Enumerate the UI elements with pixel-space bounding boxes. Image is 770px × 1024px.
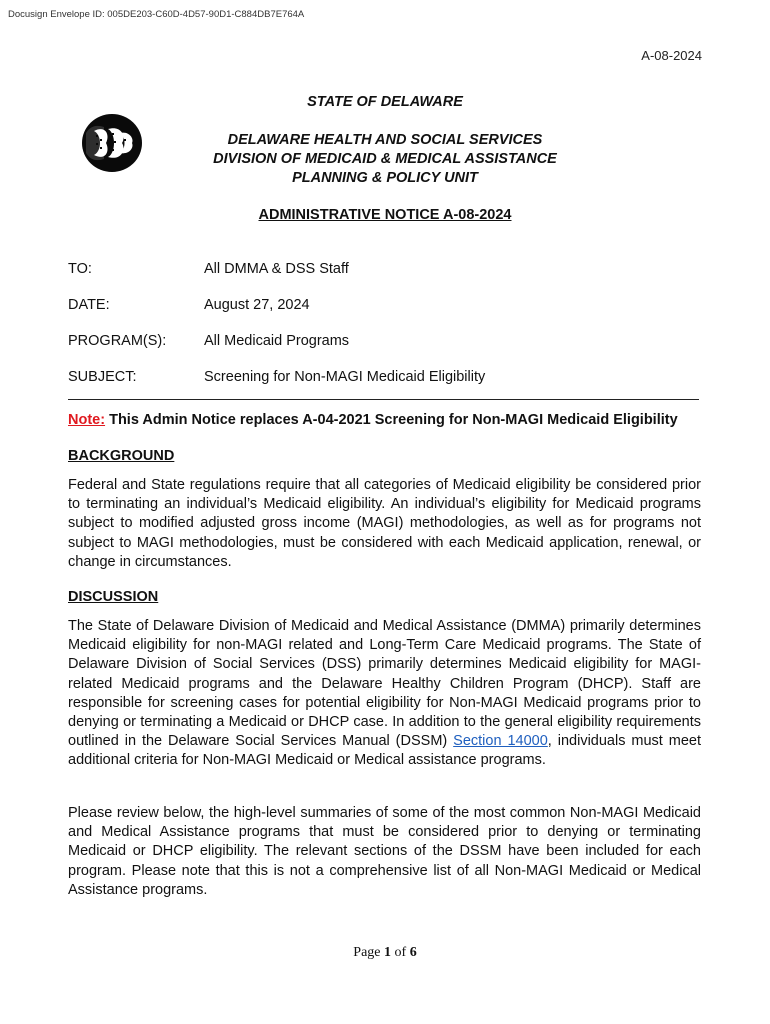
page-prefix: Page xyxy=(353,945,385,960)
header-divider xyxy=(68,399,699,400)
background-heading: BACKGROUND xyxy=(68,448,175,464)
notice-title: ADMINISTRATIVE NOTICE A-08-2024 xyxy=(258,207,512,223)
discussion-text-after-link: , individuals must meet additional criteria for Non-MAGI Medicaid or Medical assistance programs. xyxy=(68,733,701,769)
date-value: August 27, 2024 xyxy=(204,297,310,313)
replacement-note xyxy=(68,412,678,428)
discussion-heading: DISCUSSION xyxy=(68,589,159,605)
subject-value: Screening for Non-MAGI Medicaid Eligibility xyxy=(204,369,486,385)
unit-heading: PLANNING & POLICY UNIT xyxy=(292,170,478,186)
to-label: TO: xyxy=(68,261,92,277)
to-value: All DMMA & DSS Staff xyxy=(204,261,349,277)
background-paragraph: Federal and State regulations require that all categories of Medicaid eligibility be considered prior to terminating an individual’s Medicaid eligibility. An individual’s eligibility for Medicaid programs subject to modified adjusted gross income (MAGI) methodologies, as well as for programs not subject to MAGI methodologies, must be considered with each Medicaid application, renewal, or change in circumstances. xyxy=(68,477,701,570)
page-number xyxy=(0,945,770,961)
section-14000-link[interactable]: Section 14000 xyxy=(453,733,548,750)
discussion-text-before-link: The State of Delaware Division of Medicaid and Medical Assistance (DMMA) primarily determines Medicaid eligibility for non-MAGI related and Long-Term Care Medicaid programs. The State of Delaware Division of Social Services (DSS) primarily determines Medicaid eligibility for MAGI-related Medicaid programs and the Delaware Healthy Children Program (DHCP). Staff are responsible for screening cases for potential eligibility for Non-MAGI Medicaid programs prior to denying or terminating a Medicaid or DHCP case. In addition to the general eligibility requirements outlined in the Delaware Social Services Manual (DSSM) xyxy=(68,618,701,750)
division-heading: DIVISION OF MEDICAID & MEDICAL ASSISTANCE xyxy=(213,151,557,167)
docusign-envelope-id: Docusign Envelope ID: 005DE203-C60D-4D57-90D1-C884DB7E764A xyxy=(8,9,305,20)
page-current: 1 xyxy=(384,945,392,960)
note-label: Note: xyxy=(68,412,106,428)
programs-label: PROGRAM(S): xyxy=(68,333,167,349)
programs-value: All Medicaid Programs xyxy=(204,333,350,349)
date-label: DATE: xyxy=(68,297,110,313)
department-heading: DELAWARE HEALTH AND SOCIAL SERVICES xyxy=(227,132,543,148)
discussion-paragraph-2: Please review below, the high-level summaries of some of the most common Non-MAGI Medicaid and Medical Assistance programs that must be considered prior to denying or terminating Medicaid or DHCP eligibility. The relevant sections of the DSSM have been included for each program. Please note that this is not a comprehensive list of all Non-MAGI Medicaid or Medical Assistance programs. xyxy=(68,805,701,898)
note-text: This Admin Notice replaces A-04-2021 Screening for Non-MAGI Medicaid Eligibility xyxy=(105,412,678,428)
state-heading: STATE OF DELAWARE xyxy=(307,94,463,110)
notice-code: A-08-2024 xyxy=(641,48,702,63)
page-of: of xyxy=(391,945,410,960)
discussion-paragraph-1 xyxy=(68,617,701,771)
page-total: 6 xyxy=(409,945,417,960)
subject-label: SUBJECT: xyxy=(68,369,137,385)
